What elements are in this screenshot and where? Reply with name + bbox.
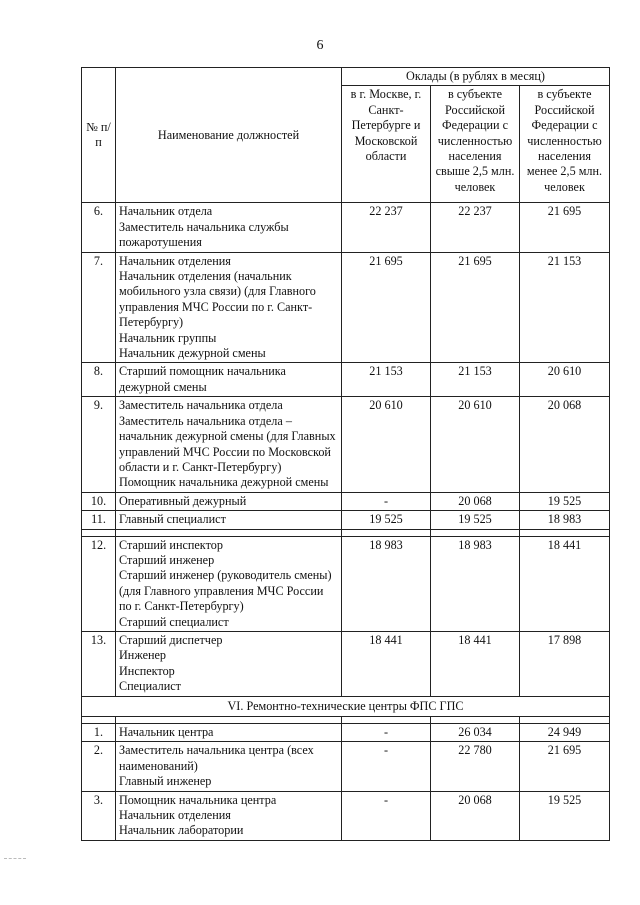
salary-value-v1: 18 441 [342,631,431,696]
salary-value-v1: 22 237 [342,203,431,252]
row-positions [116,252,342,363]
row-positions [116,631,342,696]
salary-value-v2: 18 441 [431,631,520,696]
margin-mark [4,858,26,859]
position-name: Старший инженер (руководитель смены) (для Главного управления МЧС России по г. Санкт-Петербургу) [119,568,332,614]
position-name: Начальник лаборатории [119,823,244,838]
row-positions [116,724,342,742]
position-name: Заместитель начальника центра (всех наименований) [119,743,314,773]
salary-value-v2: 22 237 [431,203,520,252]
salary-value-v3: 17 898 [520,631,610,696]
header-col-moscow: в г. Москве, г. Санкт-Петербурге и Московской области [342,86,431,203]
position-name: Начальник отделения [119,253,231,268]
header-salary-group: Оклады (в рублях в месяц) [342,68,610,86]
row-num: 1. [82,724,116,742]
salary-value-v3: 18 983 [520,511,610,529]
salary-value-v1: 20 610 [342,397,431,492]
salary-value-v3: 21 695 [520,742,610,791]
salary-value-v2: 21 695 [431,252,520,363]
salary-value-v1: 18 983 [342,536,431,631]
table-row [82,742,610,791]
position-name: Заместитель начальника службы пожаротушения [119,219,289,250]
position-name: Инженер [119,648,167,663]
position-name: Начальник отделения (начальник мобильного узла связи) (для Главного управления МЧС России по г. Санкт-Петербургу) [119,269,316,330]
salary-value-v3: 21 153 [520,252,610,363]
position-name: Старший помощник начальника дежурной смены [119,364,286,394]
row-num: 8. [82,363,116,397]
section-title: VI. Ремонтно-технические центры ФПС ГПС [82,696,610,716]
table-row [82,203,610,252]
salary-value-v1: - [342,724,431,742]
row-num: 11. [82,511,116,529]
position-name: Начальник дежурной смены [119,346,266,361]
row-num: 6. [82,203,116,252]
row-positions [116,536,342,631]
table-body-a [82,203,610,529]
header-col-small-region: в субъекте Российской Федерации с численностью населения менее 2,5 млн. человек [520,86,610,203]
table-row [82,724,610,742]
salary-value-v2: 19 525 [431,511,520,529]
table-row [82,536,610,631]
position-name: Старший диспетчер [119,632,223,647]
position-name: Старший инженер [119,552,215,567]
table-row [82,511,610,529]
salary-value-v2: 22 780 [431,742,520,791]
position-name: Начальник группы [119,330,217,345]
position-name: Главный специалист [119,512,226,527]
salary-value-v1: 21 695 [342,252,431,363]
header-num: № п/п [82,68,116,203]
table-row [82,252,610,363]
salary-value-v2: 20 068 [431,791,520,840]
salary-value-v2: 20 068 [431,492,520,510]
row-num: 12. [82,536,116,631]
position-name: Заместитель начальника отдела – начальник дежурной смены (для Главных управлений МЧС России по Московской области и г. Санкт-Петербургу) [119,413,336,474]
page-number: 6 [316,38,324,53]
row-positions [116,742,342,791]
row-positions [116,203,342,252]
salary-table [81,67,610,841]
position-name: Старший специалист [119,614,229,629]
row-num: 13. [82,631,116,696]
row-positions [116,511,342,529]
salary-value-v3: 20 610 [520,363,610,397]
salary-value-v3: 21 695 [520,203,610,252]
table-gap-1 [82,529,610,536]
position-name: Начальник отделения [119,808,231,823]
row-num: 10. [82,492,116,510]
salary-value-v1: - [342,791,431,840]
salary-value-v3: 24 949 [520,724,610,742]
row-num: 9. [82,397,116,492]
salary-value-v3: 18 441 [520,536,610,631]
position-name: Начальник центра [119,725,214,739]
position-name: Начальник отдела [119,204,213,219]
position-name: Помощник начальника дежурной смены [119,475,329,490]
position-name: Старший инспектор [119,537,223,552]
table-row [82,631,610,696]
table-row [82,791,610,840]
row-num: 3. [82,791,116,840]
salary-value-v2: 26 034 [431,724,520,742]
header-name: Наименование должностей [116,68,342,203]
position-name: Главный инженер [119,774,212,789]
row-positions [116,397,342,492]
table-row [82,397,610,492]
position-name: Заместитель начальника отдела [119,398,283,413]
row-positions [116,492,342,510]
position-name: Помощник начальника центра [119,792,277,807]
position-name: Оперативный дежурный [119,493,247,508]
salary-value-v2: 18 983 [431,536,520,631]
row-positions [116,791,342,840]
row-num: 7. [82,252,116,363]
position-name: Инспектор [119,663,175,678]
header-col-large-region: в субъекте Российской Федерации с численностью населения свыше 2,5 млн. человек [431,86,520,203]
row-positions [116,363,342,397]
table-body-b [82,536,610,696]
row-num: 2. [82,742,116,791]
salary-value-v2: 21 153 [431,363,520,397]
salary-value-v3: 20 068 [520,397,610,492]
salary-value-v3: 19 525 [520,492,610,510]
table-body-c [82,724,610,841]
position-name: Специалист [119,679,181,694]
table-section [82,696,610,723]
salary-value-v2: 20 610 [431,397,520,492]
salary-value-v1: - [342,742,431,791]
salary-value-v1: 19 525 [342,511,431,529]
table-row [82,363,610,397]
salary-value-v1: 21 153 [342,363,431,397]
salary-value-v3: 19 525 [520,791,610,840]
salary-value-v1: - [342,492,431,510]
table-row [82,492,610,510]
